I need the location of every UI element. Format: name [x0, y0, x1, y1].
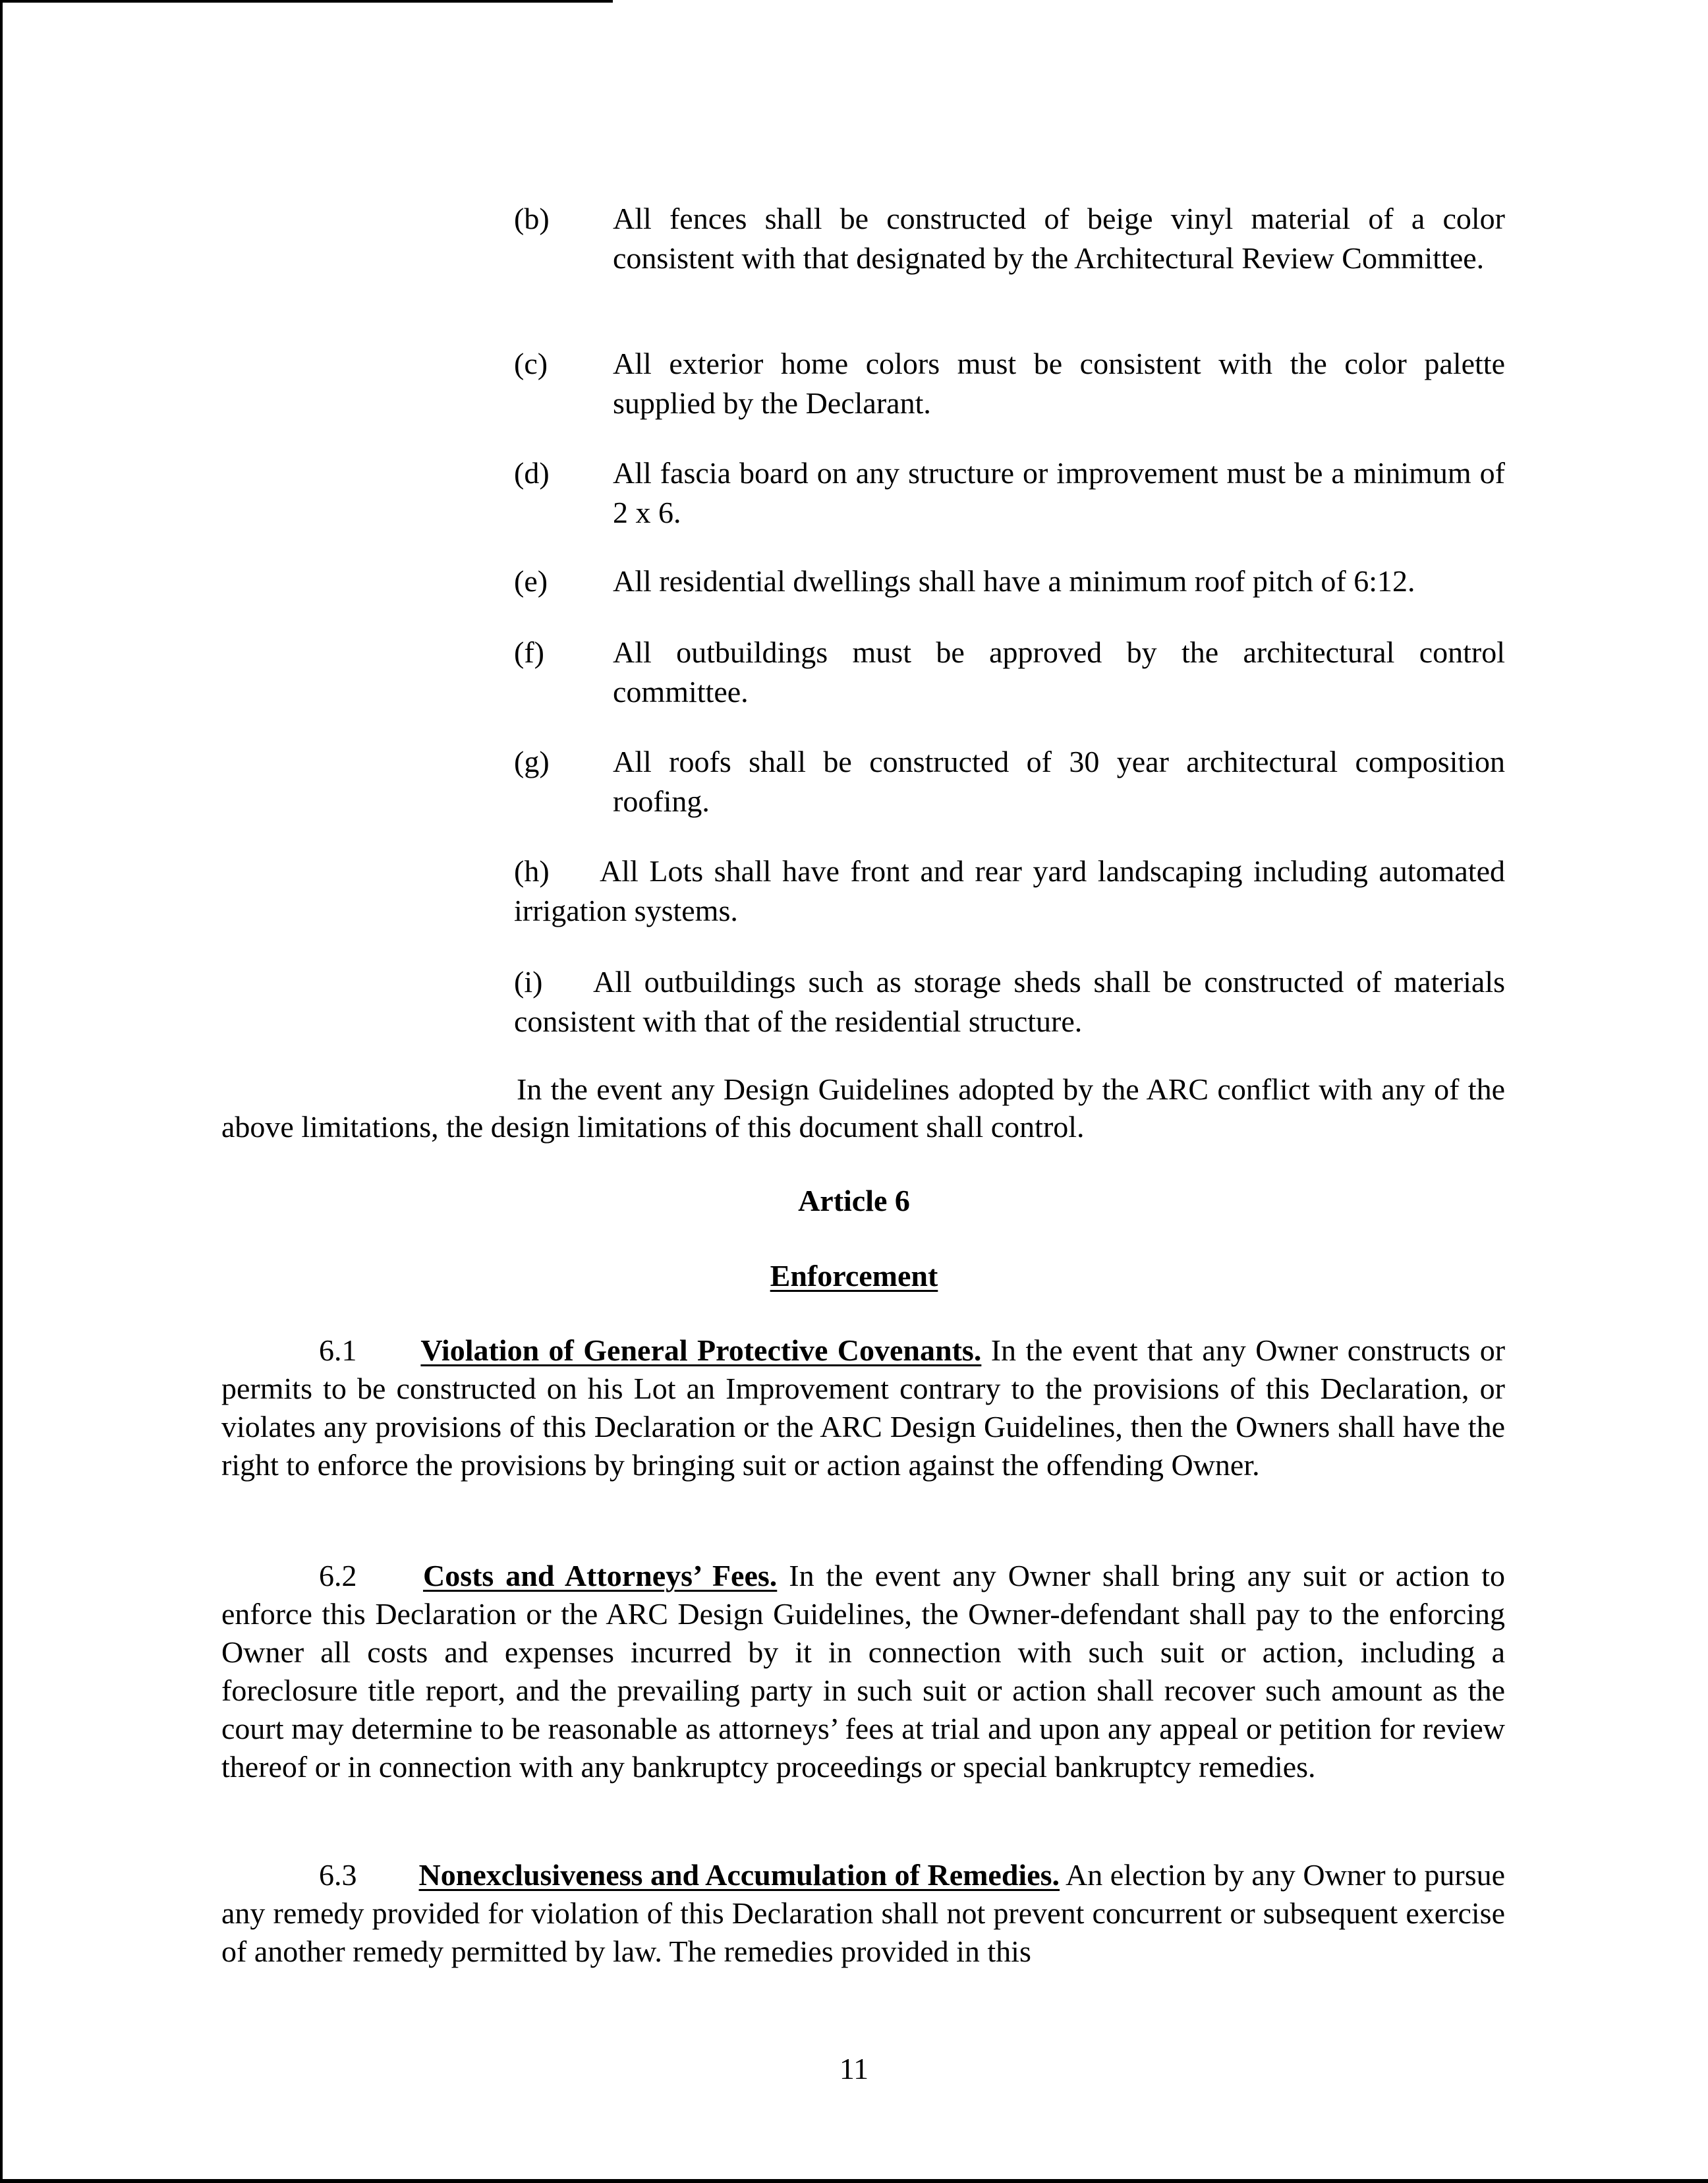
list-item-g [514, 742, 1505, 821]
list-item-h [514, 852, 1505, 931]
list-item-i [514, 962, 1505, 1041]
section-number: 6.1 [319, 1333, 357, 1367]
list-item-d [514, 453, 1505, 533]
list-item-label: (i) [514, 965, 543, 999]
section-text: In the event that any Owner constructs or permits to be constructed on his Lot an Improvement contrary to the provisions of this Declaration, or violates any provisions of this Declaration or the ARC Design Guidelines, then the Owners shall have the right to enforce the provisions by bringing suit or action against the offending Owner. [221, 1333, 1506, 1482]
article-title: Enforcement [770, 1259, 938, 1293]
section-text: An election by any Owner to pursue any remedy provided for violation of this Declaration shall not prevent concurrent or subsequent exercise of another remedy permitted by law. The remedies provided in this [221, 1858, 1506, 1968]
list-item-label: (g) [514, 745, 550, 778]
section-title: Costs and Attorneys’ Fees. [422, 1559, 778, 1592]
section-text: In the event any Owner shall bring any suit or action to enforce this Declaration or the ARC Design Guidelines, the Owner-defendant shall pay to the enforcing Owner all costs and expenses incurred by it in connection with such suit or action, including a foreclosure title report, and the prevailing party in such suit or action shall recover such amount as the court may determine to be reasonable as attorneys’ fees at trial and upon any appeal or petition for review thereof or in connection with any bankruptcy proceedings or special bankruptcy remedies. [221, 1559, 1506, 1784]
list-item-e [514, 562, 1505, 601]
section-6-1 [221, 1331, 1505, 1484]
article-number: Article 6 [798, 1184, 910, 1217]
list-item-text: All outbuildings such as storage sheds shall be constructed of materials consistent with that of the residential structure. [514, 965, 1505, 1038]
list-item-f [514, 633, 1505, 712]
list-item-text: All exterior home colors must be consistent with the color palette supplied by the Declarant. [613, 347, 1505, 420]
list-item-c [514, 344, 1505, 423]
section-title: Nonexclusiveness and Accumulation of Remedies. [418, 1858, 1060, 1892]
conflict-paragraph: In the event any Design Guidelines adopted by the ARC conflict with any of the above limitations, the design limitations of this document shall control. [221, 1072, 1505, 1144]
list-item-b [514, 199, 1505, 278]
section-6-3 [221, 1856, 1505, 1971]
list-item-text: All fascia board on any structure or improvement must be a minimum of 2 x 6. [613, 456, 1505, 529]
list-item-label: (c) [514, 347, 548, 380]
list-item-text: All residential dwellings shall have a minimum roof pitch of 6:12. [613, 564, 1415, 598]
list-item-label: (d) [514, 456, 550, 490]
list-item-text: All Lots shall have front and rear yard landscaping including automated irrigation systems. [514, 854, 1505, 927]
list-item-label: (e) [514, 564, 548, 598]
list-item-text: All roofs shall be constructed of 30 year architectural composition roofing. [613, 745, 1505, 818]
list-item-text: All outbuildings must be approved by the architectural control committee. [613, 635, 1505, 709]
section-6-2 [221, 1557, 1505, 1786]
list-item-label: (b) [514, 202, 550, 235]
section-number: 6.3 [319, 1858, 357, 1892]
list-item-label: (h) [514, 854, 550, 888]
list-item-label: (f) [514, 635, 544, 669]
list-item-text: All fences shall be constructed of beige vinyl material of a color consistent with that designated by the Architectural Review Committee. [613, 202, 1505, 275]
section-number: 6.2 [319, 1559, 357, 1592]
page-number: 11 [839, 2052, 869, 2085]
section-title: Violation of General Protective Covenants. [420, 1333, 982, 1367]
